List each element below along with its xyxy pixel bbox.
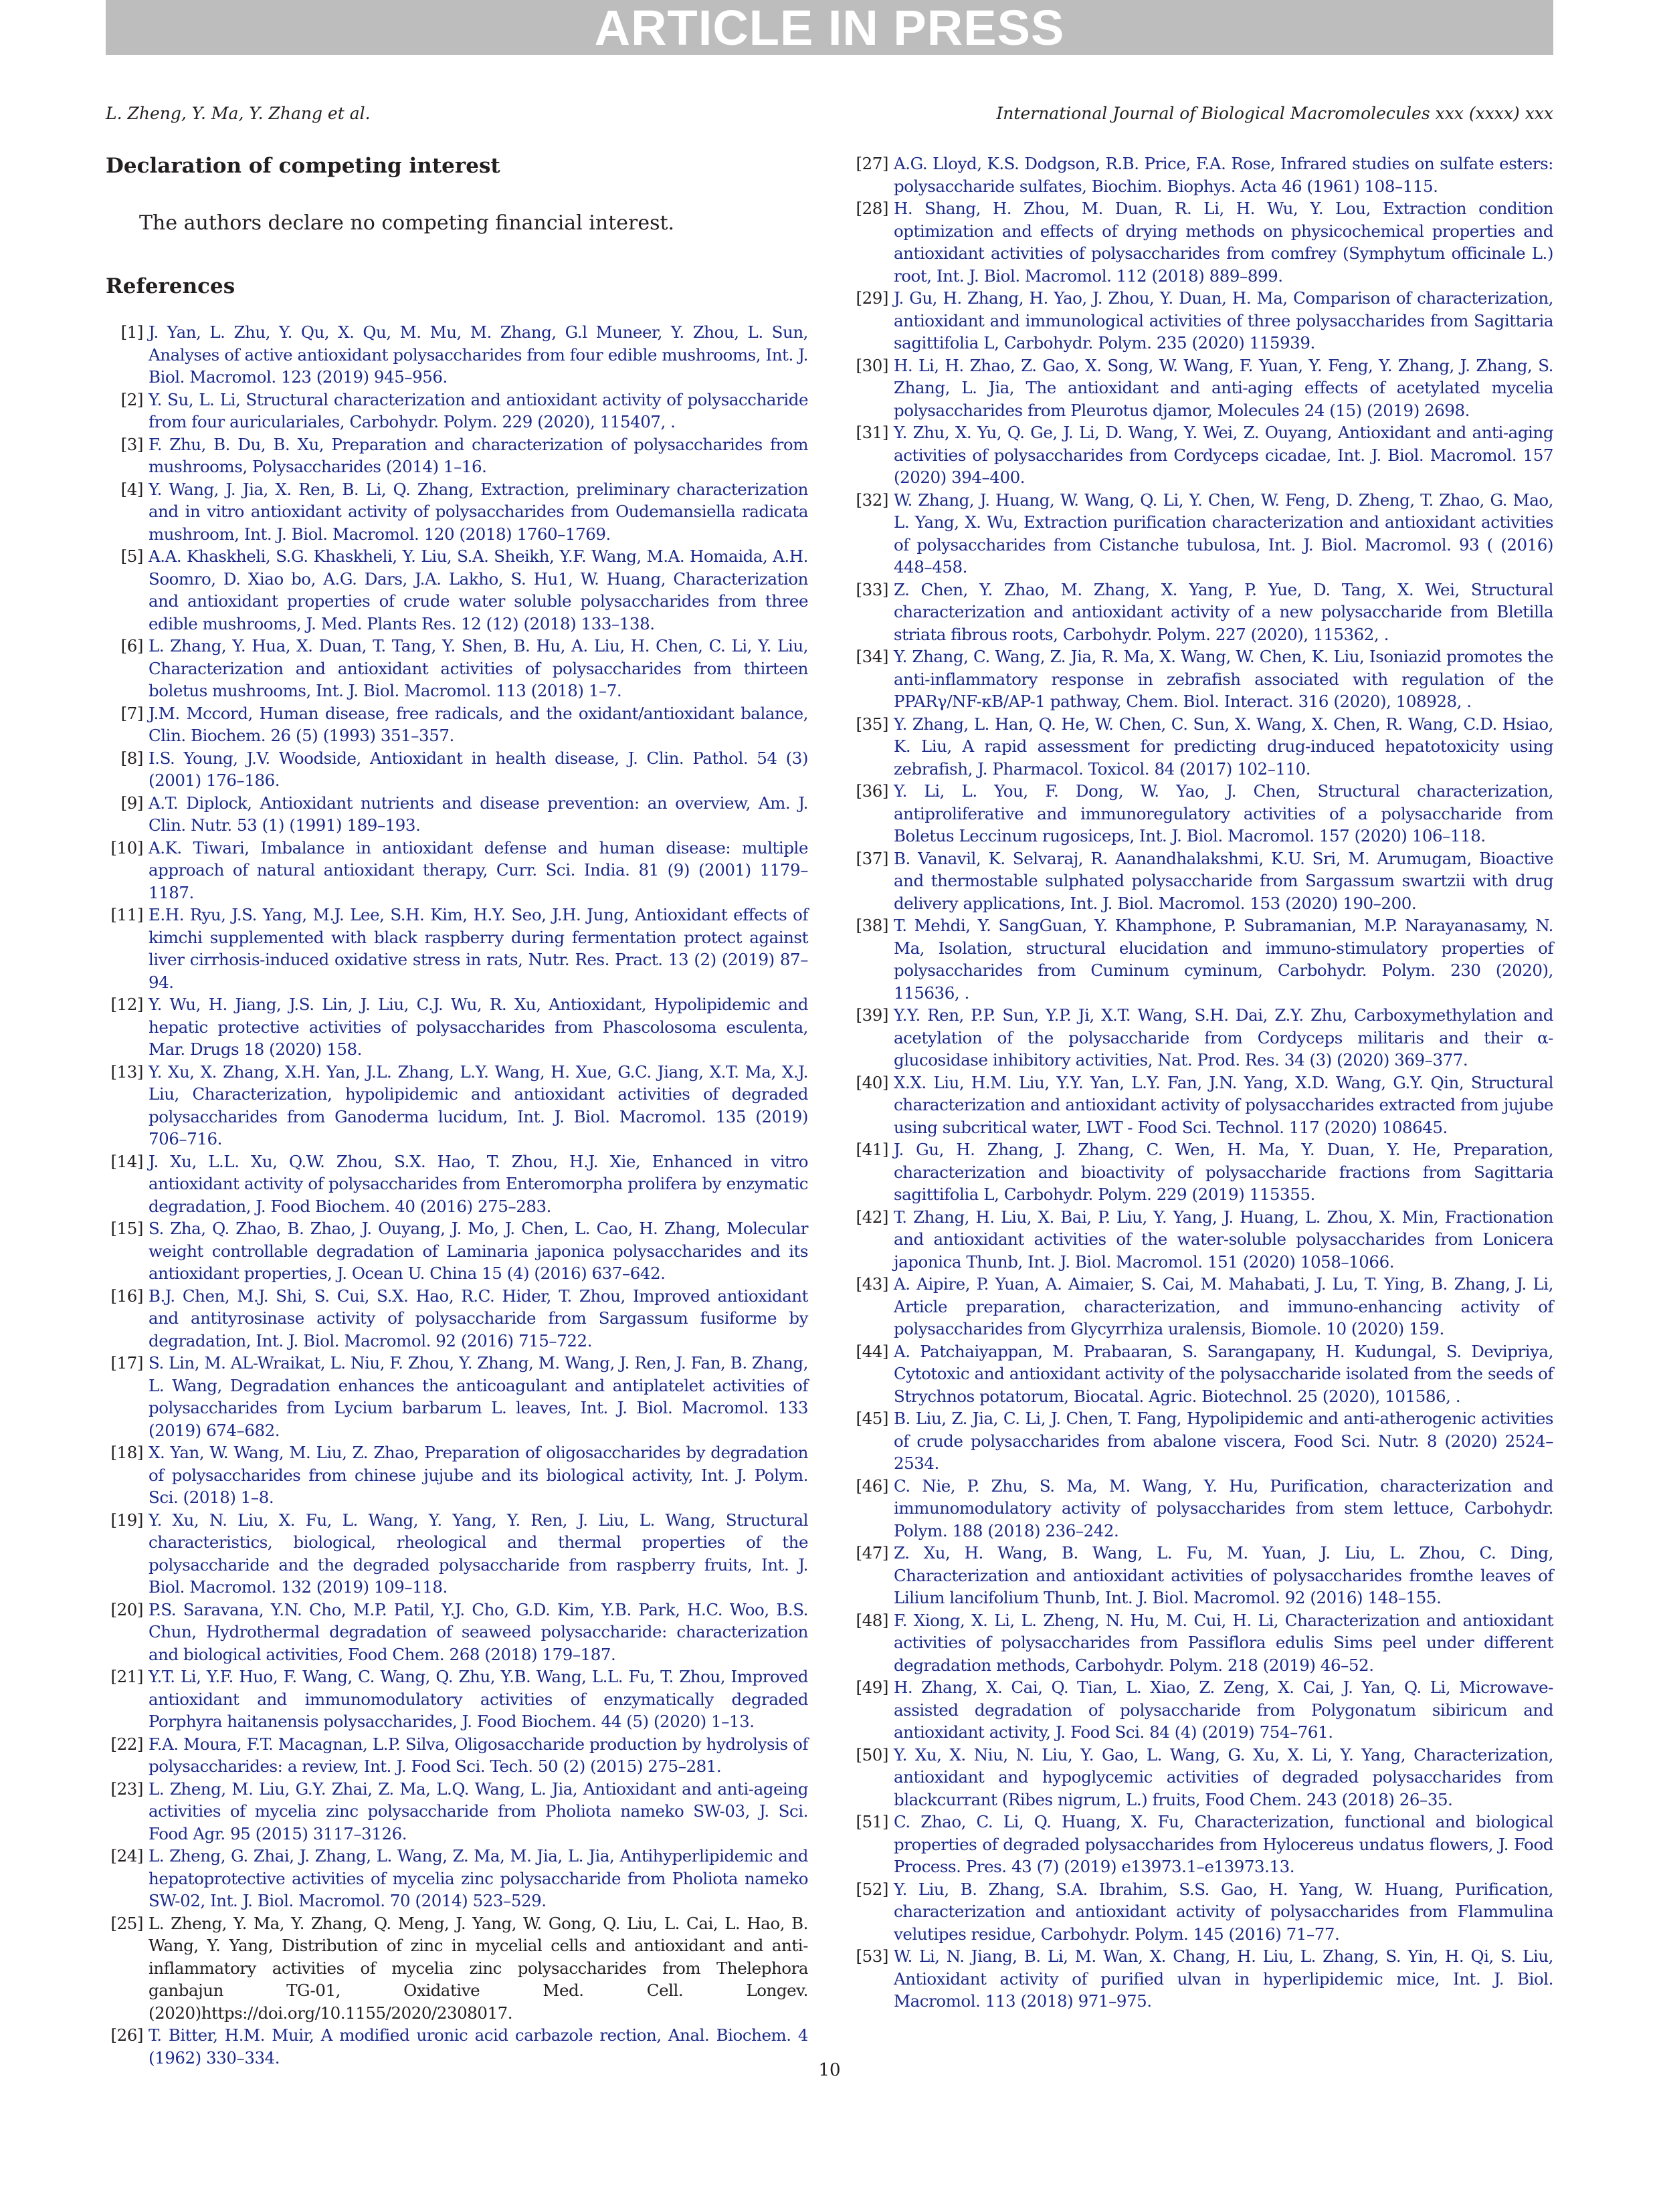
reference-item[interactable] (851, 1004, 1553, 1072)
reference-text[interactable]: W. Li, N. Jiang, B. Li, M. Wan, X. Chang, H. Liu, L. Zhang, S. Yin, H. Qi, S. Liu, Antioxidant activity of purified ulvan in hyperlipidemic mice, Int. J. Biol. Macromol. 113 (2018) 971–975. (894, 1946, 1553, 2011)
reference-text[interactable]: B.J. Chen, M.J. Shi, S. Cui, S.X. Hao, R.C. Hider, T. Zhou, Improved antioxidant and antityrosinase activity of polysaccharide from Sargassum fusiforme by degradation, Int. J. Biol. Macromol. 92 (2016) 715–722. (149, 1286, 808, 1350)
reference-text[interactable]: A.G. Lloyd, K.S. Dodgson, R.B. Price, F.A. Rose, Infrared studies on sulfate esters: polysaccharide sulfates, Biochim. Biophys. Acta 46 (1961) 108–115. (894, 154, 1553, 196)
reference-item[interactable] (851, 1878, 1553, 1946)
reference-number: [4] (120, 479, 143, 499)
reference-item[interactable] (106, 1509, 808, 1599)
reference-text[interactable]: T. Mehdi, Y. SangGuan, Y. Khamphone, P. Subramanian, M.P. Narayanasamy, N. Ma, Isolation, structural elucidation and immuno-stimulatory properties of polysaccharides from Cuminum cyminum, Carbohydr. Polym. 230 (2020), 115636, . (894, 916, 1553, 1003)
reference-number: [43] (856, 1274, 888, 1294)
reference-number: [27] (856, 154, 888, 173)
reference-item[interactable] (106, 433, 808, 478)
reference-number: [51] (856, 1812, 888, 1831)
reference-item[interactable] (851, 1138, 1553, 1206)
reference-number: [41] (856, 1140, 888, 1159)
reference-text[interactable]: X. Yan, W. Wang, M. Liu, Z. Zhao, Preparation of oligosaccharides by degradation of polysaccharides from chinese jujube and its biological activity, Int. J. Polym. Sci. (2018) 1–8. (149, 1443, 808, 1507)
reference-text[interactable]: T. Bitter, H.M. Muir, A modified uronic acid carbazole rection, Anal. Biochem. 4 (1962) 330–334. (149, 2025, 808, 2068)
reference-text[interactable]: Y. Xu, X. Niu, N. Liu, Y. Gao, L. Wang, G. Xu, X. Li, Y. Yang, Characterization, antioxidant and hypoglycemic activities of degraded polysaccharides from blackcurrant (Ribes nigrum, L.) fruits, Food Chem. 243 (2018) 26–35. (894, 1744, 1553, 1809)
reference-number: [35] (856, 714, 888, 734)
reference-number: [10] (110, 837, 143, 858)
reference-number: [52] (856, 1879, 888, 1899)
reference-text[interactable]: A. Aipire, P. Yuan, A. Aimaier, S. Cai, M. Mahabati, J. Lu, T. Ying, B. Zhang, J. Li, Article preparation, characterization, and immuno-enhancing activity of polysaccharides from Glycyrrhiza uralensis, Biomole. 10 (2020) 159. (894, 1274, 1553, 1338)
reference-number: [7] (120, 703, 143, 723)
reference-item[interactable] (106, 837, 808, 904)
reference-item[interactable] (106, 545, 808, 635)
reference-text[interactable]: H. Shang, H. Zhou, M. Duan, R. Li, H. Wu, Y. Lou, Extraction condition optimization and effects of drying methods on physicochemical properties and antioxidant activities of polysaccharides from comfrey (Symphytum officinale L.) root, Int. J. Biol. Macromol. 112 (2018) 889–899. (894, 199, 1553, 286)
reference-item[interactable] (106, 1778, 808, 1845)
reference-item[interactable] (851, 914, 1553, 1004)
reference-text[interactable]: Y. Zhang, C. Wang, Z. Jia, R. Ma, X. Wang, W. Chen, K. Liu, Isoniazid promotes the anti-inflammatory response in zebrafish associated with regulation of the PPARγ/NF-κB/AP-1 pathway, Chem. Biol. Interact. 316 (2020), 108928, . (894, 647, 1553, 711)
reference-text[interactable]: F. Zhu, B. Du, B. Xu, Preparation and characterization of polysaccharides from mushrooms, Polysaccharides (2014) 1–16. (149, 434, 808, 476)
reference-list-right (851, 153, 1553, 2013)
reference-number: [28] (856, 199, 888, 218)
reference-item[interactable] (851, 1609, 1553, 1677)
reference-item[interactable] (851, 1542, 1553, 1609)
reference-item[interactable] (851, 1744, 1553, 1811)
reference-number: [15] (110, 1219, 143, 1238)
reference-text[interactable]: Y. Xu, N. Liu, X. Fu, L. Wang, Y. Yang, Y. Ren, J. Liu, L. Wang, Structural characteristics, biological, rheological and thermal properties of the polysaccharide and the degraded polysaccharide from raspberry fruits, Int. J. Biol. Macromol. 132 (2019) 109–118. (149, 1510, 808, 1597)
reference-text[interactable]: Y. Li, L. You, F. Dong, W. Yao, J. Chen, Structural characterization, antiproliferative and immunoregulatory activities of a polysaccharide from Boletus Leccinum rugosiceps, Int. J. Biol. Macromol. 157 (2020) 106–118. (894, 781, 1553, 845)
reference-number: [47] (856, 1543, 888, 1563)
reference-number: [13] (110, 1062, 143, 1082)
reference-item[interactable] (106, 1441, 808, 1509)
reference-item[interactable] (106, 904, 808, 993)
reference-number: [36] (856, 781, 888, 801)
reference-number: [8] (120, 748, 143, 768)
reference-number: [33] (856, 579, 888, 599)
reference-number: [12] (110, 995, 143, 1014)
reference-item[interactable] (106, 1845, 808, 1912)
reference-item[interactable] (106, 1150, 808, 1218)
reference-item[interactable] (851, 421, 1553, 489)
reference-number: [42] (856, 1207, 888, 1227)
reference-item[interactable] (106, 1912, 808, 2025)
reference-number: [26] (110, 2025, 143, 2045)
reference-number: [11] (110, 905, 143, 924)
reference-item[interactable] (106, 321, 808, 389)
reference-text[interactable]: B. Liu, Z. Jia, C. Li, J. Chen, T. Fang, Hypolipidemic and anti-atherogenic activities of crude polysaccharides from abalone viscera, Food Sci. Nutr. 8 (2020) 2524–2534. (894, 1409, 1553, 1473)
reference-item[interactable] (851, 579, 1553, 646)
reference-number: [5] (120, 546, 143, 566)
reference-text[interactable]: H. Zhang, X. Cai, Q. Tian, L. Xiao, Z. Zeng, X. Cai, J. Yan, Q. Li, Microwave-assisted degradation of polysaccharide from Polygonatum sibiricum and antioxidant activity, J. Food Sci. 84 (4) (2019) 754–761. (894, 1678, 1553, 1742)
header-authors: L. Zheng, Y. Ma, Y. Zhang et al. (106, 104, 371, 123)
page-number: 10 (818, 2060, 841, 2080)
reference-item[interactable] (106, 1733, 808, 1778)
reference-text[interactable]: S. Lin, M. AL-Wraikat, L. Niu, F. Zhou, Y. Zhang, M. Wang, J. Ren, J. Fan, B. Zhang, L. Wang, Degradation enhances the anticoagulant and antiplatelet activities of polysaccharides from Lycium barbarum L. leaves, Int. J. Biol. Macromol. 133 (2019) 674–682. (149, 1353, 808, 1440)
reference-item[interactable] (851, 713, 1553, 781)
reference-text[interactable]: J. Xu, L.L. Xu, Q.W. Zhou, S.X. Hao, T. Zhou, H.J. Xie, Enhanced in vitro antioxidant activity of polysaccharides from Enteromorpha prolifera by enzymatic degradation, J. Food Biochem. 40 (2016) 275–283. (149, 1151, 808, 1216)
reference-number: [9] (120, 793, 143, 813)
reference-item[interactable] (851, 1072, 1553, 1139)
reference-item[interactable] (106, 747, 808, 792)
reference-text[interactable]: F.A. Moura, F.T. Macagnan, L.P. Silva, Oligosaccharide production by hydrolysis of polysaccharides: a review, Int. J. Food Sci. Tech. 50 (2) (2015) 275–281. (149, 1734, 808, 1776)
reference-item[interactable] (106, 1285, 808, 1352)
reference-item[interactable] (851, 1206, 1553, 1274)
reference-text[interactable]: Y. Zhu, X. Yu, Q. Ge, J. Li, D. Wang, Y. Wei, Z. Ouyang, Antioxidant and anti-aging activities of polysaccharides from Cordyceps cicadae, Int. J. Biol. Macromol. 157 (2020) 394–400. (894, 423, 1553, 487)
reference-text[interactable]: P.S. Saravana, Y.N. Cho, M.P. Patil, Y.J. Cho, G.D. Kim, Y.B. Park, H.C. Woo, B.S. Chun, Hydrothermal degradation of seaweed polysaccharide: characterization and biological activities, Food Chem. 268 (2018) 179–187. (149, 1599, 808, 1664)
reference-text[interactable]: A. Patchaiyappan, M. Prabaaran, S. Sarangapany, H. Kudungal, S. Devipriya, Cytotoxic and antioxidant activity of the polysaccharide isolated from the seeds of Strychnos potatorum, Biocatal. Agric. Biotechnol. 25 (2020), 101586, . (894, 1341, 1553, 1406)
reference-number: [45] (856, 1409, 888, 1428)
reference-item[interactable] (851, 1676, 1553, 1744)
reference-number: [48] (856, 1610, 888, 1630)
reference-item[interactable] (851, 489, 1553, 579)
reference-item[interactable] (851, 1407, 1553, 1475)
reference-number: [38] (856, 916, 888, 935)
reference-number: [14] (110, 1151, 143, 1171)
reference-number: [17] (110, 1353, 143, 1373)
reference-item[interactable] (851, 1945, 1553, 2013)
reference-text[interactable]: F. Xiong, X. Li, L. Zheng, N. Hu, M. Cui, H. Li, Characterization and antioxidant activities of polysaccharides from Passiflora edulis Sims peel under different degradation methods, Carbohydr. Polym. 218 (2019) 46–52. (894, 1610, 1553, 1675)
references-heading: References (106, 274, 235, 298)
reference-text[interactable]: J. Gu, H. Zhang, H. Yao, J. Zhou, Y. Duan, H. Ma, Comparison of characterization, antioxidant and immunological activities of three polysaccharides from Sagittaria sagittifolia L, Carbohydr. Polym. 235 (2020) 115939. (894, 288, 1553, 353)
reference-number: [6] (120, 636, 143, 656)
reference-text[interactable]: L. Zheng, M. Liu, G.Y. Zhai, Z. Ma, L.Q. Wang, L. Jia, Antioxidant and anti-ageing activities of mycelia zinc polysaccharide from Pholiota nameko SW-03, J. Sci. Food Agr. 95 (2015) 3117–3126. (149, 1779, 808, 1843)
reference-number: [21] (110, 1667, 143, 1686)
reference-item[interactable] (106, 635, 808, 702)
reference-item[interactable] (106, 389, 808, 433)
reference-item[interactable] (106, 1061, 808, 1150)
reference-number: [31] (856, 423, 888, 442)
reference-item[interactable] (106, 702, 808, 747)
reference-text[interactable]: Y. Liu, B. Zhang, S.A. Ibrahim, S.S. Gao, H. Yang, W. Huang, Purification, characterization and antioxidant activity of polysaccharides from Flammulina velutipes residue, Carbohydr. Polym. 145 (2016) 71–77. (894, 1879, 1553, 1944)
reference-text[interactable]: W. Zhang, J. Huang, W. Wang, Q. Li, Y. Chen, W. Feng, D. Zheng, T. Zhao, G. Mao, L. Yang, X. Wu, Extraction purification characterization and antioxidant activities of polysaccharides from Cistanche tubulosa, Int. J. Biol. Macromol. 93 ( (2016) 448–458. (894, 490, 1553, 577)
reference-number: [32] (856, 490, 888, 510)
reference-number: [25] (110, 1913, 143, 1933)
reference-text[interactable]: Z. Xu, H. Wang, B. Wang, L. Fu, M. Yuan, J. Liu, L. Zhou, C. Ding, Characterization and antioxidant activities of polysaccharides fromthe leaves of Lilium lancifolium Thunb, Int. J. Biol. Macromol. 92 (2016) 148–155. (894, 1543, 1553, 1607)
reference-text[interactable]: S. Zha, Q. Zhao, B. Zhao, J. Ouyang, J. Mo, J. Chen, L. Cao, H. Zhang, Molecular weight controllable degradation of Laminaria japonica polysaccharides and its antioxidant properties, J. Ocean U. China 15 (4) (2016) 637–642. (149, 1219, 808, 1283)
reference-text[interactable]: J. Gu, H. Zhang, J. Zhang, C. Wen, H. Ma, Y. Duan, Y. He, Preparation, characterization and bioactivity of polysaccharide fractions from Sagittaria sagittifolia L, Carbohydr. Polym. 229 (2019) 115355. (894, 1140, 1553, 1204)
reference-item[interactable] (851, 1340, 1553, 1408)
reference-number: [1] (120, 322, 143, 342)
reference-text[interactable]: Y. Zhang, L. Han, Q. He, W. Chen, C. Sun, X. Wang, X. Chen, R. Wang, C.D. Hsiao, K. Liu, A rapid assessment for predicting drug-induced hepatotoxicity using zebrafish, J. Pharmacol. Toxicol. 84 (2017) 102–110. (894, 714, 1553, 779)
reference-number: [49] (856, 1678, 888, 1697)
reference-number: [50] (856, 1744, 888, 1765)
reference-number: [44] (856, 1341, 888, 1361)
reference-list-left (106, 321, 808, 2069)
reference-text[interactable]: E.H. Ryu, J.S. Yang, M.J. Lee, S.H. Kim, H.Y. Seo, J.H. Jung, Antioxidant effects of kimchi supplemented with black raspberry during fermentation protect against liver cirrhosis-induced oxidative stress in rats, Nutr. Res. Pract. 13 (2) (2019) 87–94. (149, 905, 808, 992)
reference-text[interactable]: J.M. Mccord, Human disease, free radicals, and the oxidant/antioxidant balance, Clin. Biochem. 26 (5) (1993) 351–357. (149, 703, 808, 745)
reference-text[interactable]: Y. Wu, H. Jiang, J.S. Lin, J. Liu, C.J. Wu, R. Xu, Antioxidant, Hypolipidemic and hepatic protective activities of polysaccharides from Phascolosoma esculenta, Mar. Drugs 18 (2020) 158. (149, 995, 808, 1059)
reference-text[interactable]: A.T. Diplock, Antioxidant nutrients and disease prevention: an overview, Am. J. Clin. Nutr. 53 (1) (1991) 189–193. (149, 793, 808, 835)
reference-text[interactable]: A.K. Tiwari, Imbalance in antioxidant defense and human disease: multiple approach of natural antioxidant therapy, Curr. Sci. India. 81 (9) (2001) 1179–1187. (149, 837, 808, 902)
reference-text[interactable]: H. Li, H. Zhao, Z. Gao, X. Song, W. Wang, F. Yuan, Y. Feng, Y. Zhang, J. Zhang, S. Zhang, L. Jia, The antioxidant and anti-aging effects of acetylated mycelia polysaccharides from Pleurotus djamor, Molecules 24 (15) (2019) 2698. (894, 355, 1553, 420)
reference-text[interactable]: L. Zhang, Y. Hua, X. Duan, T. Tang, Y. Shen, B. Hu, A. Liu, H. Chen, C. Li, Y. Liu, Characterization and antioxidant activities of polysaccharides from thirteen boletus mushrooms, Int. J. Biol. Macromol. 113 (2018) 1–7. (149, 636, 808, 700)
reference-number: [18] (110, 1443, 143, 1462)
reference-item[interactable] (851, 197, 1553, 287)
reference-number: [37] (856, 848, 888, 868)
reference-number: [30] (856, 355, 888, 375)
reference-number: [23] (110, 1779, 143, 1799)
reference-number: [3] (120, 434, 143, 454)
reference-number: [24] (110, 1846, 143, 1866)
reference-number: [2] (120, 389, 143, 409)
reference-item[interactable] (106, 792, 808, 837)
reference-item[interactable] (106, 1599, 808, 1666)
reference-number: [20] (110, 1599, 143, 1619)
reference-item[interactable] (106, 993, 808, 1061)
reference-item[interactable] (851, 355, 1553, 422)
reference-number: [53] (856, 1946, 888, 1966)
reference-item[interactable] (106, 1217, 808, 1285)
reference-item[interactable] (106, 1352, 808, 1441)
header-journal: International Journal of Biological Macromolecules xxx (xxxx) xxx (996, 104, 1553, 123)
reference-number: [29] (856, 288, 888, 308)
reference-text[interactable]: B. Vanavil, K. Selvaraj, R. Aanandhalakshmi, K.U. Sri, M. Arumugam, Bioactive and thermostable sulphated polysaccharide from Sargassum swartzii with drug delivery applications, Int. J. Biol. Macromol. 153 (2020) 190–200. (894, 848, 1553, 913)
reference-item[interactable] (851, 1475, 1553, 1542)
reference-text[interactable]: Y. Wang, J. Jia, X. Ren, B. Li, Q. Zhang, Extraction, preliminary characterization and in vitro antioxidant activity of polysaccharides from Oudemansiella radicata mushroom, Int. J. Biol. Macromol. 120 (2018) 1760–1769. (149, 479, 808, 544)
reference-text[interactable]: J. Yan, L. Zhu, Y. Qu, X. Qu, M. Mu, M. Zhang, G.l Muneer, Y. Zhou, L. Sun, Analyses of active antioxidant polysaccharides from four edible mushrooms, Int. J. Biol. Macromol. 123 (2019) 945–956. (149, 322, 808, 387)
reference-item[interactable] (851, 1811, 1553, 1878)
reference-text[interactable]: T. Zhang, H. Liu, X. Bai, P. Liu, Y. Yang, J. Huang, L. Zhou, X. Min, Fractionation and antioxidant activities of the water-soluble polysaccharides from Lonicera japonica Thunb, Int. J. Biol. Macromol. 151 (2020) 1058–1066. (894, 1207, 1553, 1272)
reference-number: [39] (856, 1005, 888, 1025)
reference-number: [19] (110, 1510, 143, 1530)
reference-number: [46] (856, 1476, 888, 1496)
reference-item[interactable] (851, 287, 1553, 355)
reference-text[interactable]: Y.Y. Ren, P.P. Sun, Y.P. Ji, X.T. Wang, S.H. Dai, Z.Y. Zhu, Carboxymethylation and acetylation of the polysaccharide from Cordyceps militaris and their α-glucosidase inhibitory activities, Nat. Prod. Res. 34 (3) (2020) 369–377. (894, 1005, 1553, 1070)
reference-item[interactable] (106, 1666, 808, 1733)
running-header (106, 100, 1553, 127)
reference-item[interactable] (851, 1273, 1553, 1340)
reference-text[interactable]: X.X. Liu, H.M. Liu, Y.Y. Yan, L.Y. Fan, J.N. Yang, X.D. Wang, G.Y. Qin, Structural characterization and antioxidant activity of polysaccharides extracted from jujube using subcritical water, LWT - Food Sci. Technol. 117 (2020) 108645. (894, 1072, 1553, 1137)
reference-item[interactable] (851, 645, 1553, 713)
reference-number: [16] (110, 1286, 143, 1306)
declaration-text: The authors declare no competing financial interest. (139, 211, 675, 235)
reference-text[interactable]: L. Zheng, Y. Ma, Y. Zhang, Q. Meng, J. Yang, W. Gong, Q. Liu, L. Cai, L. Hao, B. Wang, Y. Yang, Distribution of zinc in mycelial cells and antioxidant and anti-inflammatory activities of mycelia zinc polysaccharides from Thelephora ganbajun TG-01, Oxidative Med. Cell. Longev. (2020)https://doi.org/10.1155/2020/2308017. (149, 1913, 808, 2023)
reference-text[interactable]: A.A. Khaskheli, S.G. Khaskheli, Y. Liu, S.A. Sheikh, Y.F. Wang, M.A. Homaida, A.H. Soomro, D. Xiao bo, A.G. Dars, J.A. Lakho, S. Hu1, W. Huang, Characterization and antioxidant properties of crude water soluble polysaccharides from three edible mushrooms, J. Med. Plants Res. 12 (12) (2018) 133–138. (149, 546, 808, 633)
reference-item[interactable] (106, 478, 808, 546)
reference-number: [34] (856, 647, 888, 666)
reference-text[interactable]: I.S. Young, J.V. Woodside, Antioxidant in health disease, J. Clin. Pathol. 54 (3) (2001) 176–186. (149, 748, 808, 790)
reference-number: [22] (110, 1734, 143, 1754)
article-in-press-banner: ARTICLE IN PRESS (106, 0, 1553, 55)
reference-item[interactable] (851, 847, 1553, 915)
reference-text[interactable]: Y. Su, L. Li, Structural characterization and antioxidant activity of polysaccharide from four auriculariales, Carbohydr. Polym. 229 (2020), 115407, . (149, 389, 808, 431)
declaration-heading: Declaration of competing interest (106, 154, 500, 178)
reference-text[interactable]: Y. Xu, X. Zhang, X.H. Yan, J.L. Zhang, L.Y. Wang, H. Xue, G.C. Jiang, X.T. Ma, X.J. Liu, Characterization, hypolipidemic and antioxidant activities of degraded polysaccharides from Ganoderma lucidum, Int. J. Biol. Macromol. 135 (2019) 706–716. (149, 1062, 808, 1148)
reference-number: [40] (856, 1072, 888, 1092)
reference-text[interactable]: C. Zhao, C. Li, Q. Huang, X. Fu, Characterization, functional and biological properties of degraded polysaccharides from Hylocereus undatus flowers, J. Food Process. Pres. 43 (7) (2019) e13973.1–e13973.13. (894, 1812, 1553, 1876)
reference-text[interactable]: Y.T. Li, Y.F. Huo, F. Wang, C. Wang, Q. Zhu, Y.B. Wang, L.L. Fu, T. Zhou, Improved antioxidant and immunomodulatory activities of enzymatically degraded Porphyra haitanensis polysaccharides, J. Food Biochem. 44 (5) (2020) 1–13. (149, 1667, 808, 1731)
reference-item[interactable] (851, 780, 1553, 847)
reference-text[interactable]: L. Zheng, G. Zhai, J. Zhang, L. Wang, Z. Ma, M. Jia, L. Jia, Antihyperlipidemic and hepatoprotective activities of mycelia zinc polysaccharide from Pholiota nameko SW-02, Int. J. Biol. Macromol. 70 (2014) 523–529. (149, 1846, 808, 1910)
reference-text[interactable]: C. Nie, P. Zhu, S. Ma, M. Wang, Y. Hu, Purification, characterization and immunomodulatory activity of polysaccharides from stem lettuce, Carbohydr. Polym. 188 (2018) 236–242. (894, 1476, 1553, 1540)
reference-item[interactable] (851, 153, 1553, 197)
reference-text[interactable]: Z. Chen, Y. Zhao, M. Zhang, X. Yang, P. Yue, D. Tang, X. Wei, Structural characterization and antioxidant activity of a new polysaccharide from Bletilla striata fibrous roots, Carbohydr. Polym. 227 (2020), 115362, . (894, 579, 1553, 644)
